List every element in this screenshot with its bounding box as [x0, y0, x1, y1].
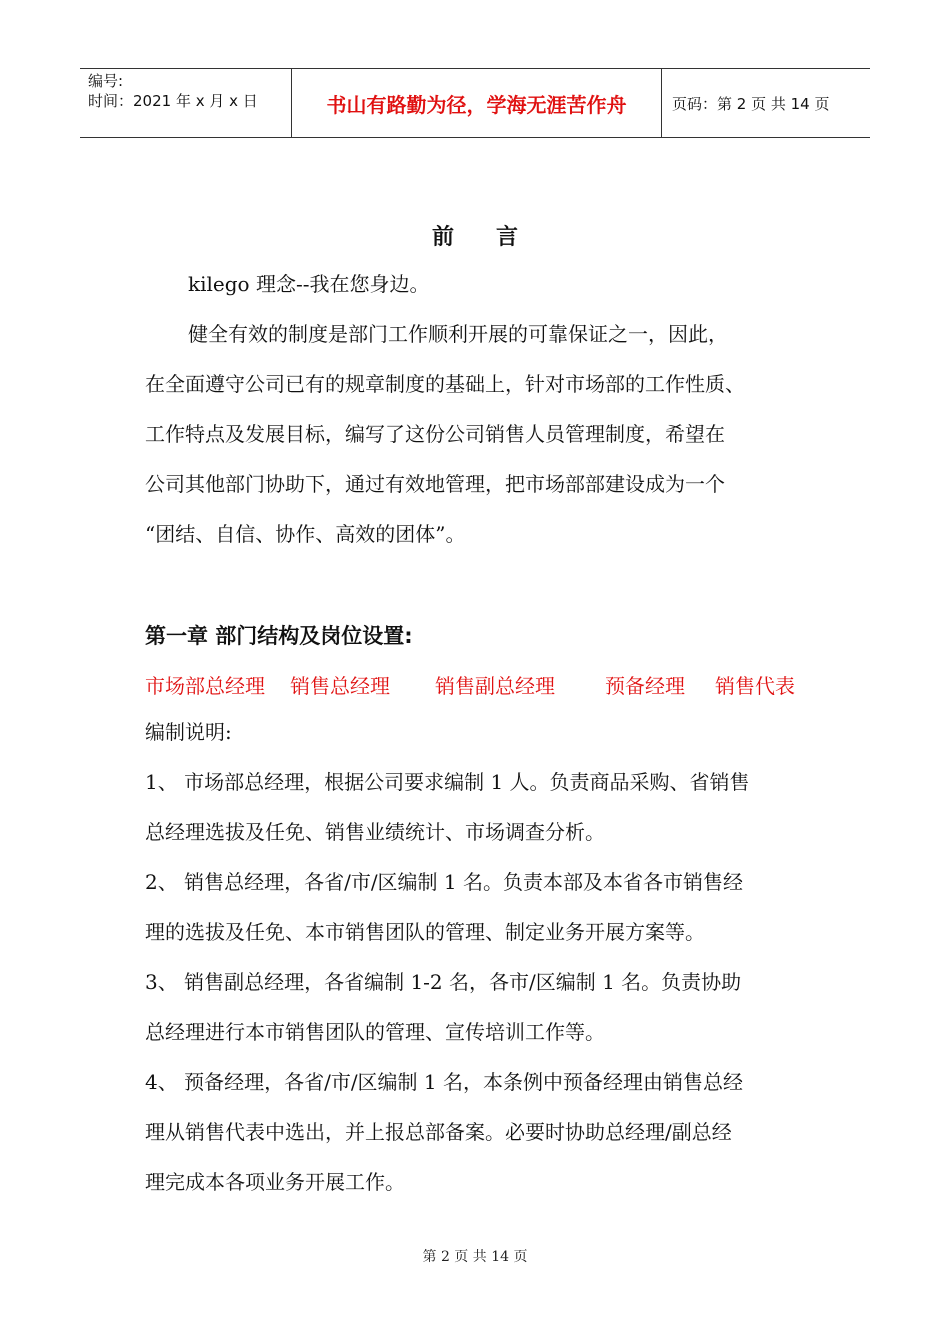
- preface-line: “团结、自信、协作、高效的团体”。: [145, 522, 466, 546]
- body-line: 2、 销售总经理，各省/市/区编制 1 名。负责本部及本省各市销售经: [145, 870, 743, 894]
- time-label: 时间：2021 年 x 月 x 日: [88, 92, 258, 110]
- preface-line: 工作特点及发展目标，编写了这份公司销售人员管理制度，希望在: [145, 422, 725, 446]
- preface-line: kilego 理念--我在您身边。: [188, 272, 430, 296]
- code-label: 编号:: [88, 72, 124, 90]
- header-page-code: 页码：第 2 页 共 14 页: [672, 94, 830, 113]
- role-item: 销售代表: [715, 674, 795, 698]
- body-line: 理的选拔及任免、本市销售团队的管理、制定业务开展方案等。: [145, 920, 705, 944]
- body-line: 理从销售代表中选出，并上报总部备案。必要时协助总经理/副总经: [145, 1120, 732, 1144]
- header-meta: [80, 69, 292, 137]
- role-item: 预备经理: [605, 674, 685, 698]
- preface-line: 健全有效的制度是部门工作顺利开展的可靠保证之一，因此，: [188, 322, 728, 346]
- page-title: 前言: [431, 225, 560, 250]
- body-line: 理完成本各项业务开展工作。: [145, 1170, 405, 1194]
- body-line: 总经理进行本市销售团队的管理、宣传培训工作等。: [145, 1020, 605, 1044]
- role-item: 市场部总经理: [145, 674, 265, 698]
- body-line: 1、 市场部总经理，根据公司要求编制 1 人。负责商品采购、省销售: [145, 770, 750, 794]
- body-line: 总经理选拔及任免、销售业绩统计、市场调查分析。: [145, 820, 605, 844]
- header-motto: 书山有路勤为径，学海无涯苦作舟: [292, 69, 662, 137]
- body-line: 4、 预备经理，各省/市/区编制 1 名，本条例中预备经理由销售总经: [145, 1070, 743, 1094]
- page-header: [80, 68, 870, 138]
- role-item: 销售副总经理: [435, 674, 555, 698]
- page-footer: 第 2 页 共 14 页: [422, 1249, 528, 1265]
- preface-line: 公司其他部门协助下，通过有效地管理，把市场部部建设成为一个: [145, 472, 725, 496]
- chapter-heading: 第一章 部门结构及岗位设置:: [145, 624, 413, 648]
- role-item: 销售总经理: [290, 674, 390, 698]
- note-label: 编制说明:: [145, 720, 232, 744]
- body-line: 3、 销售副总经理，各省编制 1-2 名，各市/区编制 1 名。负责协助: [145, 970, 742, 994]
- preface-line: 在全面遵守公司已有的规章制度的基础上，针对市场部的工作性质、: [145, 372, 745, 396]
